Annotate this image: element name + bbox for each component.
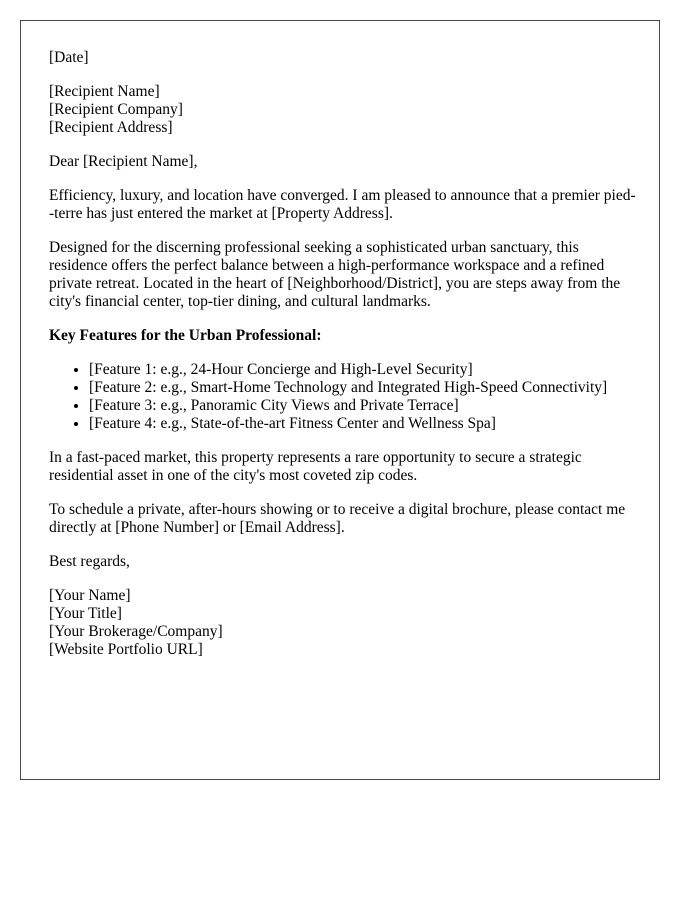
features-heading: Key Features for the Urban Professional: — [49, 327, 322, 344]
feature-item: • [Feature 3: e.g., Panoramic City Views and Private Terrace] — [89, 397, 639, 415]
feature-item: • [Feature 4: e.g., State-of-the-art Fitness Center and Wellness Spa] — [89, 415, 639, 433]
signature-company: [Your Brokerage/Company] — [49, 623, 223, 640]
intro-paragraph: Efficiency, luxury, and location have converged. I am pleased to announce that a premier pied--terre has just entered the market at [Property Address]. — [49, 187, 636, 222]
feature-item: • [Feature 2: e.g., Smart-Home Technology and Integrated High-Speed Connectivity] — [89, 379, 639, 397]
closing: Best regards, — [49, 553, 130, 570]
market-paragraph: In a fast-paced market, this property represents a rare opportunity to secure a strategic residential asset in one of the city's most coveted zip codes. — [49, 449, 582, 484]
recipient-block — [49, 83, 639, 137]
signature-name: [Your Name] — [49, 587, 131, 604]
description-paragraph: Designed for the discerning professional seeking a sophisticated urban sanctuary, this residence offers the perfect balance between a high-performance workspace and a refined private retreat. Located in the heart of [Neighborhood/District], you are steps away from the city's financial center, top-tier dining, and cultural landmarks. — [49, 239, 621, 310]
feature-item: • [Feature 1: e.g., 24-Hour Concierge and High-Level Security] — [89, 361, 639, 379]
features-list — [49, 361, 639, 433]
signature-title: [Your Title] — [49, 605, 122, 622]
letter-page — [20, 20, 660, 780]
recipient-address: [Recipient Address] — [49, 119, 173, 136]
recipient-name: [Recipient Name] — [49, 83, 160, 100]
signature-block — [49, 587, 639, 659]
recipient-company: [Recipient Company] — [49, 101, 183, 118]
salutation: Dear [Recipient Name], — [49, 153, 198, 170]
letter-date: [Date] — [49, 49, 89, 66]
signature-website: [Website Portfolio URL] — [49, 641, 203, 658]
contact-paragraph: To schedule a private, after-hours showing or to receive a digital brochure, please contact me directly at [Phone Number] or [Email Address]. — [49, 501, 626, 536]
letter-content — [49, 49, 639, 675]
